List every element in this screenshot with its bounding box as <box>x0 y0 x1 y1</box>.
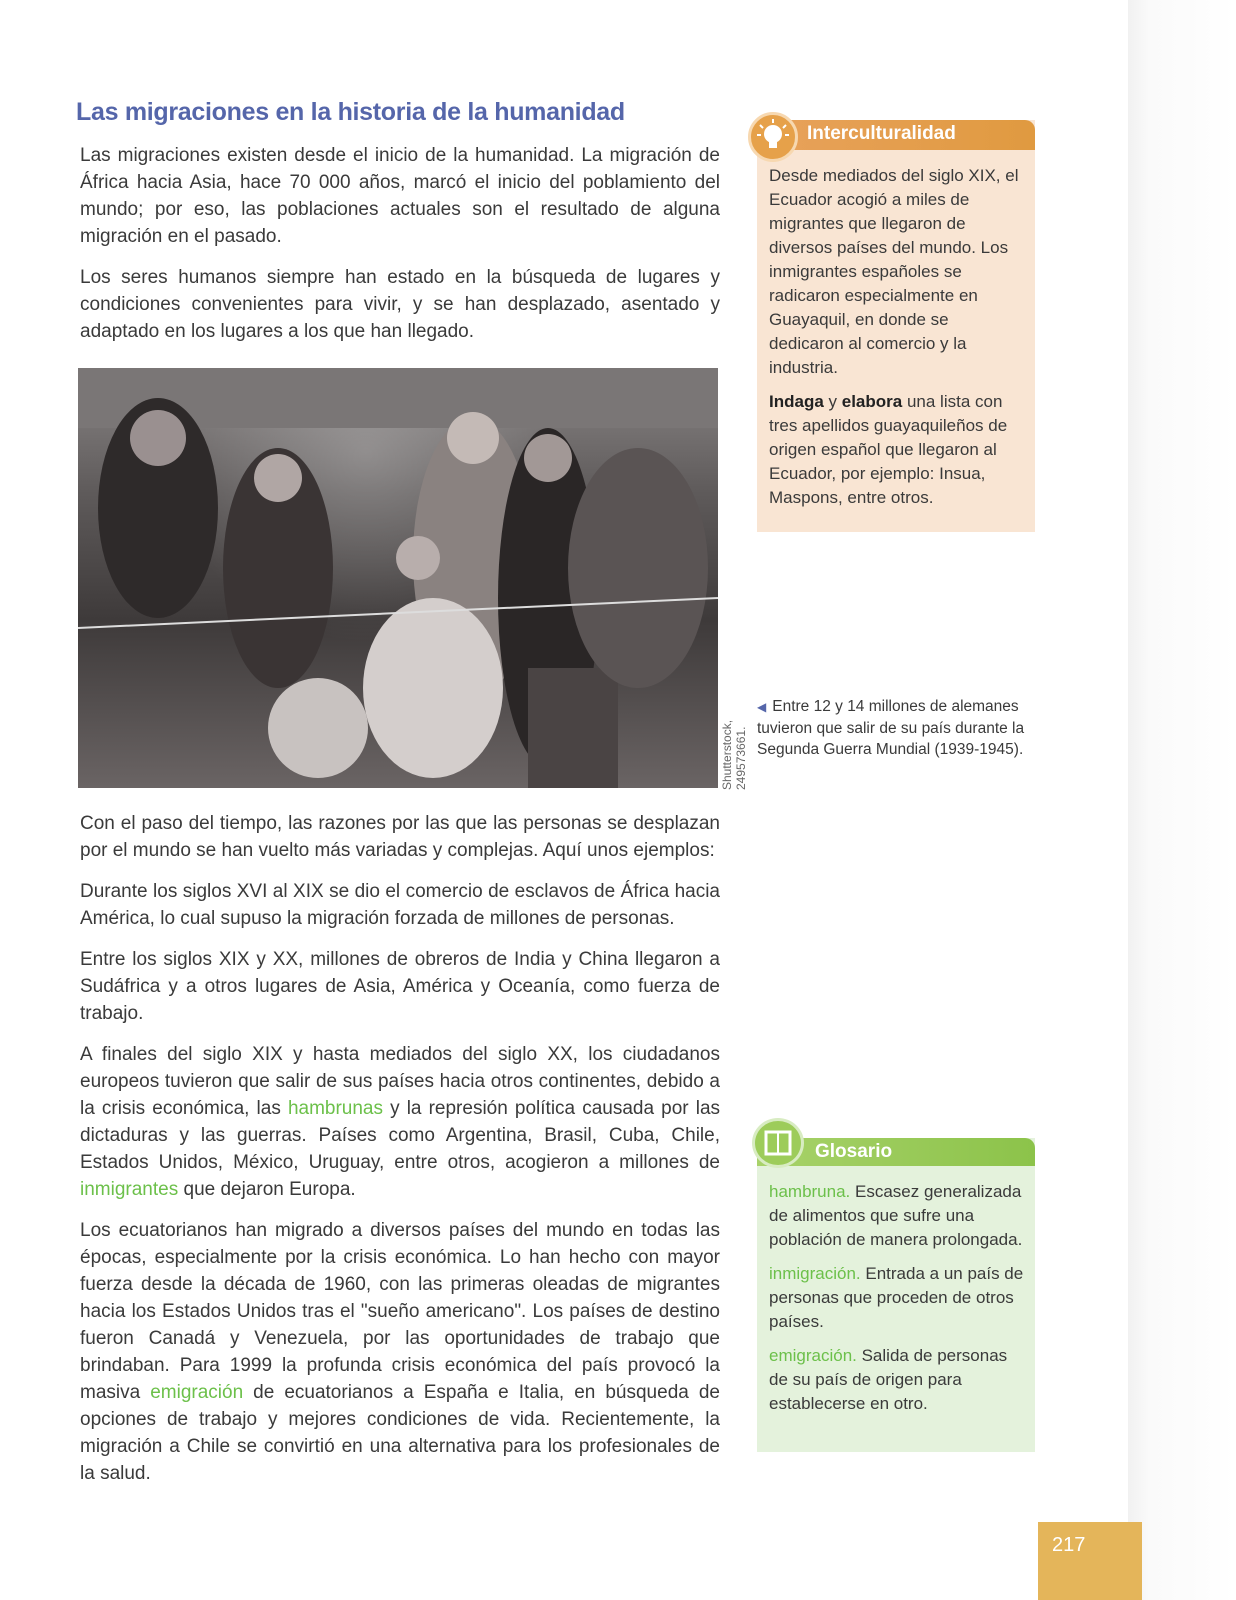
interculturalidad-body <box>769 164 1027 520</box>
term-emigracion: emigración <box>150 1382 244 1403</box>
glossary-term: emigración. <box>769 1346 857 1365</box>
photo-credit: Shutterstock, 249573661. <box>720 719 748 790</box>
body-paragraph-5: Entre los siglos XIX y XX, millones de obreros de India y China llegaron a Sudáfrica y a otros lugares de Asia, América y Oceanía, como fuerza de trabajo. <box>80 949 720 1024</box>
body-paragraph-3: Con el paso del tiempo, las razones por las que las personas se desplazan por el mundo se han vuelto más variadas y complejas. Aquí unos ejemplos: <box>80 813 720 861</box>
glosario-box <box>757 1138 1035 1452</box>
p6-text-b: y la represión política causada por las dictaduras y las guerras. Países como Argentina, Brasil, Cuba, Chile, Estados Unidos, México, Uruguay, entre otros, acogieron a millones de <box>80 1098 721 1173</box>
glossary-term: inmigración. <box>769 1264 861 1283</box>
intro-paragraph-1: Las migraciones existen desde el inicio de la humanidad. La migración de África hacia Asia, hace 70 000 años, marcó el inicio del poblamiento del mundo; por eso, las poblaciones actuales son el resultado de alguna migración en el pasado. <box>80 145 720 247</box>
body-paragraph-7 <box>80 1217 720 1487</box>
p6-text-c: que dejaron Europa. <box>178 1179 356 1200</box>
task-bold-elabora: elabora <box>841 392 903 411</box>
interculturalidad-text: Desde mediados del siglo XIX, el Ecuador acogió a miles de migrantes que llegaron de diversos países del mundo. Los inmigrantes españoles se radicaron especialmente en Guayaquil, en donde se dedicaron al comercio y la industria. <box>769 166 1019 377</box>
body-paragraph-4: Durante los siglos XVI al XIX se dio el comercio de esclavos de África hacia América, lo cual supuso la migración forzada de millones de personas. <box>80 881 720 929</box>
term-hambrunas: hambrunas <box>287 1098 383 1119</box>
task-mid: y <box>823 392 842 411</box>
interculturalidad-box <box>757 120 1035 532</box>
glossary-definition: Escasez generalizada de alimentos que sufre una población de manera prolongada. <box>769 1182 1023 1249</box>
interculturalidad-heading: Interculturalidad <box>807 123 956 144</box>
glossary-definition: Salida de personas de su país de origen para establecerse en otro. <box>769 1346 1008 1413</box>
interculturalidad-header <box>757 120 1035 150</box>
glosario-body <box>769 1180 1027 1426</box>
page-edge <box>1128 0 1236 1600</box>
photo-illustration <box>78 368 718 788</box>
glossary-entry <box>769 1344 1027 1416</box>
book-icon <box>752 1118 804 1168</box>
intro-section <box>80 142 720 359</box>
p7-text-a: Los ecuatorianos han migrado a diversos países del mundo en todas las épocas, especialmente por la crisis económica. Lo han hecho con mayor fuerza desde la década de 1960, con las primeras oleadas de migrantes hacia los Estados Unidos tras el "sueño americano". Los países de destino fueron Canadá y Venezuela, por las oportunidades de trabajo que brindaban. Para 1999 la profunda crisis económica del país provocó la masiva <box>80 1220 720 1403</box>
glossary-entry <box>769 1180 1027 1252</box>
photo-caption <box>757 696 1027 760</box>
intro-paragraph-2: Los seres humanos siempre han estado en la búsqueda de lugares y condiciones convenientes para vivir, y se han desplazado, asentado y adaptado en los lugares a los que han llegado. <box>80 267 720 342</box>
historical-photo <box>78 368 718 788</box>
body-section <box>80 810 720 1501</box>
page-title: Las migraciones en la historia de la humanidad <box>76 98 625 126</box>
task-rest: una lista con tres apellidos guayaquileños de origen español que llegaron al Ecuador, por ejemplo: Insua, Maspons, entre otros. <box>769 392 1008 507</box>
caption-arrow-icon: ◀ <box>757 700 767 714</box>
lightbulb-icon <box>748 112 798 162</box>
task-bold-indaga: Indaga <box>769 392 824 411</box>
page-number: 217 <box>1052 1534 1086 1556</box>
glossary-definition: Entrada a un país de personas que proceden de otros países. <box>769 1264 1024 1331</box>
p6-text-a: A finales del siglo XIX y hasta mediados del siglo XX, los ciudadanos europeos tuvieron que salir de sus países hacia otros continentes, debido a la crisis económica, las <box>80 1044 720 1119</box>
caption-text: Entre 12 y 14 millones de alemanes tuvieron que salir de su país durante la Segunda Guerra Mundial (1939-1945). <box>757 698 1025 758</box>
page-number-tab <box>1038 1522 1142 1600</box>
interculturalidad-task <box>769 390 1027 510</box>
body-paragraph-6 <box>80 1041 720 1203</box>
term-inmigrantes: inmigrantes <box>80 1179 179 1200</box>
glossary-term: hambruna. <box>769 1182 851 1201</box>
p7-text-b: de ecuatorianos a España e Italia, en búsqueda de opciones de trabajo y mejores condiciones de vida. Recientemente, la migración a Chile se convirtió en una alternativa para los profesionales de la salud. <box>80 1382 720 1484</box>
glosario-heading: Glosario <box>815 1141 893 1162</box>
glossary-entry <box>769 1262 1027 1334</box>
